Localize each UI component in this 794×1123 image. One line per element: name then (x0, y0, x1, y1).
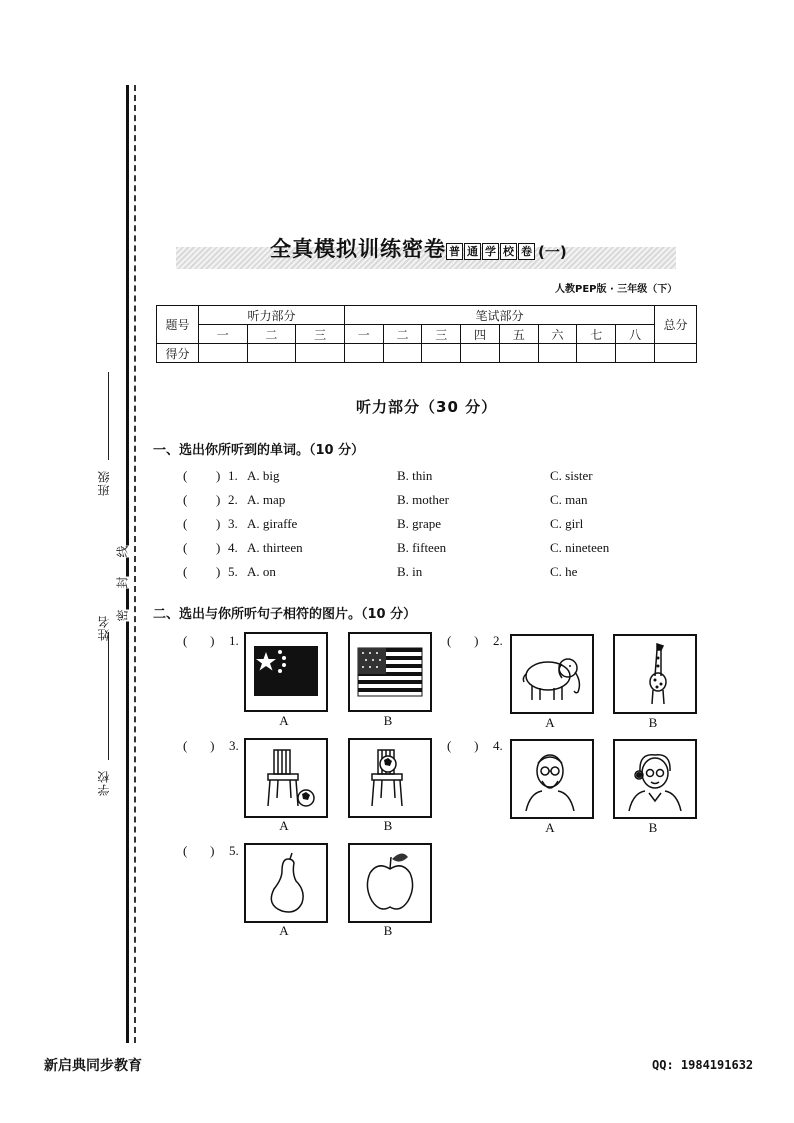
listening-col: 三 (296, 325, 345, 344)
school-blank-line (108, 660, 109, 760)
answer-paren[interactable]: ( (183, 516, 188, 531)
score-cell[interactable] (247, 344, 296, 363)
option-b-picture[interactable] (613, 634, 697, 714)
option-a-label: A (545, 715, 555, 730)
option-a: A. on (247, 564, 276, 579)
score-cell[interactable] (499, 344, 538, 363)
listening-section-title: 听力部分（30 分） (356, 398, 498, 416)
option-c: C. nineteen (550, 540, 610, 555)
seal-char-xian: 线 (115, 545, 130, 558)
school-label: 学校 (97, 770, 111, 796)
class-label: 班级 (97, 470, 111, 496)
question-number: 3. (229, 738, 239, 753)
exam-title: 全真模拟训练密卷 (270, 237, 446, 261)
score-cell[interactable] (344, 344, 383, 363)
question-number: 5. (228, 564, 238, 579)
total-score-cell[interactable] (655, 344, 697, 363)
writing-col: 二 (383, 325, 422, 344)
option-b: B. thin (397, 468, 433, 483)
score-cell[interactable] (577, 344, 616, 363)
score-cell[interactable] (422, 344, 461, 363)
class-blank-line (108, 372, 109, 460)
writing-group-header: 笔试部分 (344, 306, 654, 325)
question-number: 3. (228, 516, 238, 531)
answer-paren[interactable]: ( ) (183, 633, 215, 648)
option-a-label: A (545, 820, 555, 835)
question-number: 2. (493, 633, 503, 648)
option-a-label: A (279, 713, 289, 728)
publisher-label: 新启典同步教育 (44, 1058, 142, 1074)
score-cell[interactable] (383, 344, 422, 363)
score-cell[interactable] (199, 344, 248, 363)
score-table (156, 305, 697, 363)
writing-col: 一 (344, 325, 383, 344)
question-number: 1. (229, 633, 239, 648)
pear-icon (246, 845, 326, 921)
option-a-picture[interactable] (510, 634, 594, 714)
school-type-tag (446, 241, 567, 262)
answer-paren[interactable]: ( ) (183, 843, 215, 858)
tag-char: 校 (500, 243, 517, 260)
option-b-picture[interactable] (348, 843, 432, 923)
ball-under-chair-icon (246, 740, 326, 816)
option-b: B. mother (397, 492, 449, 507)
answer-paren[interactable]: ( ) (183, 738, 215, 753)
option-a-picture[interactable] (510, 739, 594, 819)
question-number: 5. (229, 843, 239, 858)
option-a-picture[interactable] (244, 738, 328, 818)
answer-paren[interactable]: ( (183, 540, 188, 555)
option-b-picture[interactable] (348, 738, 432, 818)
name-label: 姓名 (97, 615, 111, 641)
option-c: C. sister (550, 468, 593, 483)
writing-col: 六 (538, 325, 577, 344)
question-number: 1. (228, 468, 238, 483)
question-number: 2. (228, 492, 238, 507)
tag-char: 普 (446, 243, 463, 260)
tag-char: 通 (464, 243, 481, 260)
score-label: 得分 (157, 344, 199, 363)
option-b-label: B (648, 715, 658, 730)
option-b: B. grape (397, 516, 442, 531)
tag-char: 学 (482, 243, 499, 260)
apple-icon (350, 845, 430, 921)
score-cell[interactable] (616, 344, 655, 363)
seal-char-feng: 封 (115, 576, 130, 589)
grandfather-icon (512, 741, 592, 817)
giraffe-icon (615, 636, 695, 712)
option-b-picture[interactable] (613, 739, 697, 819)
option-a: A. map (247, 492, 286, 507)
option-a-picture[interactable] (244, 843, 328, 923)
items-label: 题号 (157, 306, 199, 344)
option-b-picture[interactable] (348, 632, 432, 712)
option-c: C. man (550, 492, 588, 507)
answer-paren[interactable]: ( ) (447, 738, 479, 753)
edition-label: 人教PEP版 · 三年级（下） (555, 284, 678, 295)
option-a: A. giraffe (247, 516, 298, 531)
question-number: 4. (493, 738, 503, 753)
option-a-label: A (279, 818, 289, 833)
binding-dashed-line (134, 85, 136, 1043)
option-a: A. big (247, 468, 280, 483)
contact-qq: QQ: 1984191632 (652, 1058, 754, 1072)
tag-char: 卷 (518, 243, 535, 260)
binding-solid-line (126, 85, 129, 1043)
option-b: B. in (397, 564, 423, 579)
part1-title: 一、选出你所听到的单词。（10 分） (153, 443, 365, 458)
answer-paren[interactable]: ( (183, 468, 188, 483)
listening-group-header: 听力部分 (199, 306, 345, 325)
option-c: C. he (550, 564, 578, 579)
writing-col: 三 (422, 325, 461, 344)
part2-title: 二、选出与你所听句子相符的图片。（10 分） (153, 607, 417, 622)
answer-paren[interactable]: ( ) (447, 633, 479, 648)
writing-col: 八 (616, 325, 655, 344)
score-cell[interactable] (538, 344, 577, 363)
option-a-label: A (279, 923, 289, 938)
option-b-label: B (383, 818, 393, 833)
usa-flag-icon (350, 634, 430, 710)
writing-col: 四 (461, 325, 500, 344)
exam-number: (一) (538, 243, 567, 261)
writing-col: 五 (499, 325, 538, 344)
writing-col: 七 (577, 325, 616, 344)
option-b-label: B (383, 923, 393, 938)
listening-col: 二 (247, 325, 296, 344)
answer-paren[interactable]: ( (183, 564, 188, 579)
option-b-label: B (383, 713, 393, 728)
score-cell[interactable] (296, 344, 345, 363)
total-label: 总分 (655, 306, 697, 344)
option-a-picture[interactable] (244, 632, 328, 712)
option-b-label: B (648, 820, 658, 835)
ball-on-chair-icon (350, 740, 430, 816)
option-c: C. girl (550, 516, 584, 531)
elephant-icon (512, 636, 592, 712)
question-number: 4. (228, 540, 238, 555)
score-cell[interactable] (461, 344, 500, 363)
option-b: B. fifteen (397, 540, 447, 555)
listening-col: 一 (199, 325, 248, 344)
option-a: A. thirteen (247, 540, 303, 555)
china-flag-icon (246, 634, 326, 710)
seal-char-mi: 密 (115, 609, 130, 622)
grandmother-icon (615, 741, 695, 817)
answer-paren[interactable]: ( (183, 492, 188, 507)
